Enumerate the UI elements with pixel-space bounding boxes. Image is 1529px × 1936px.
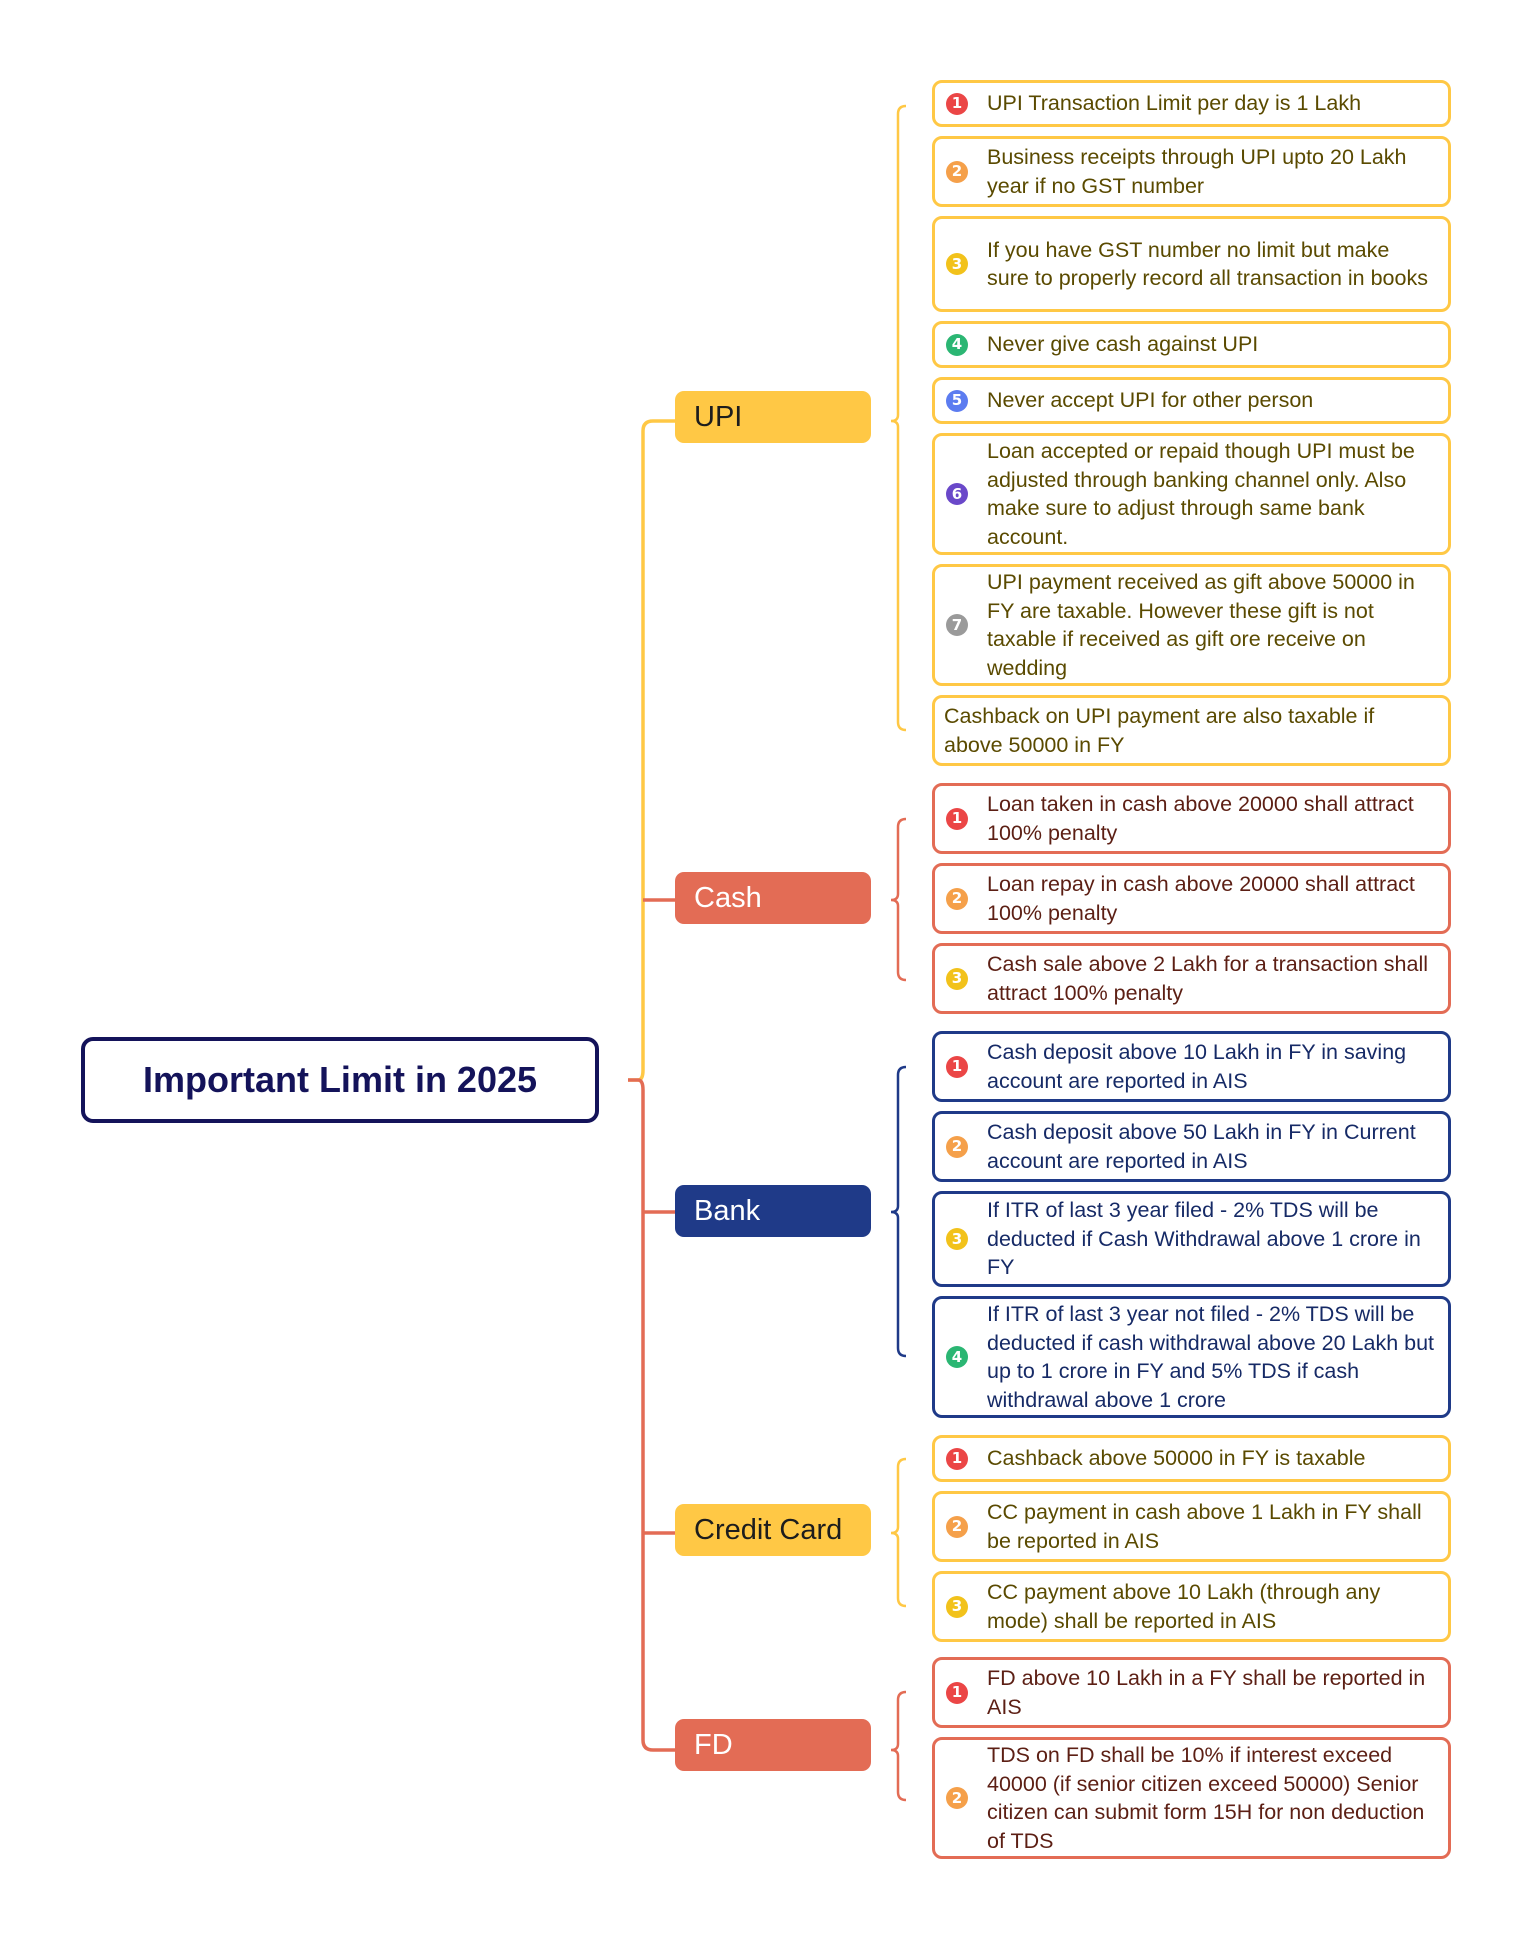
item-text: If you have GST number no limit but make sure to properly record all transaction in books — [987, 237, 1428, 290]
item-text: TDS on FD shall be 10% if interest exceed 40000 (if senior citizen exceed 50000) Senior citizen can submit form 15H for non deduction of TDS — [987, 1743, 1425, 1853]
category-fd: FD — [675, 1719, 871, 1771]
upi-bracket — [891, 106, 906, 730]
number-badge: 2 — [946, 161, 968, 183]
item-text: UPI payment received as gift above 50000 in FY are taxable. However these gift is not taxable if received as gift ore receive on wedding — [987, 570, 1415, 680]
bank-item-3 — [932, 1191, 1451, 1287]
number-badge: 1 — [946, 1448, 968, 1470]
root-title: Important Limit in 2025 — [81, 1037, 599, 1123]
number-badge: 6 — [946, 483, 968, 505]
number-badge: 1 — [946, 1682, 968, 1704]
upi-item-6 — [932, 433, 1451, 555]
cash-item-3 — [932, 943, 1451, 1014]
number-badge: 3 — [946, 1228, 968, 1250]
upi-item-1 — [932, 80, 1451, 127]
bank-item-2 — [932, 1111, 1451, 1182]
category-bank: Bank — [675, 1185, 871, 1237]
number-badge: 3 — [946, 1596, 968, 1618]
cc-bracket — [891, 1459, 906, 1606]
item-text: Loan accepted or repaid though UPI must be adjusted through banking channel only. Also make sure to adjust through same bank account. — [987, 439, 1415, 549]
number-badge: 3 — [946, 968, 968, 990]
item-text: Cash deposit above 50 Lakh in FY in Current account are reported in AIS — [987, 1120, 1416, 1173]
item-text: Never give cash against UPI — [987, 332, 1259, 357]
number-badge: 2 — [946, 1136, 968, 1158]
upi-item-8 — [932, 695, 1451, 766]
number-badge: 2 — [946, 888, 968, 910]
upi-item-5 — [932, 377, 1451, 424]
cc-item-3 — [932, 1571, 1451, 1642]
category-credit-card: Credit Card — [675, 1504, 871, 1556]
item-text: Loan repay in cash above 20000 shall attract 100% penalty — [987, 872, 1415, 925]
number-badge: 1 — [946, 808, 968, 830]
number-badge: 5 — [946, 390, 968, 412]
upi-item-2 — [932, 136, 1451, 207]
upi-item-4 — [932, 321, 1451, 368]
item-text: CC payment in cash above 1 Lakh in FY shall be reported in AIS — [987, 1500, 1422, 1553]
upi-item-7 — [932, 564, 1451, 686]
lower-connector — [628, 1080, 675, 1750]
item-text: If ITR of last 3 year not filed - 2% TDS will be deducted if cash withdrawal above 20 Lakh but up to 1 crore in FY and 5% TDS if cash withdrawal above 1 crore — [987, 1302, 1435, 1412]
item-text: UPI Transaction Limit per day is 1 Lakh — [987, 91, 1362, 116]
item-text: FD above 10 Lakh in a FY shall be reported in AIS — [987, 1666, 1426, 1719]
item-text: If ITR of last 3 year filed - 2% TDS will be deducted if Cash Withdrawal above 1 crore in FY — [987, 1198, 1421, 1280]
fd-item-2 — [932, 1737, 1451, 1859]
cc-item-1 — [932, 1435, 1451, 1482]
number-badge: 4 — [946, 334, 968, 356]
bank-item-1 — [932, 1031, 1451, 1102]
bank-bracket — [891, 1067, 906, 1356]
number-badge: 1 — [946, 1056, 968, 1078]
number-badge: 3 — [946, 253, 968, 275]
category-cash: Cash — [675, 872, 871, 924]
upi-connector — [628, 421, 675, 1080]
item-text: Cash sale above 2 Lakh for a transaction shall attract 100% penalty — [987, 952, 1429, 1005]
item-text: CC payment above 10 Lakh (through any mode) shall be reported in AIS — [987, 1580, 1381, 1633]
cash-item-2 — [932, 863, 1451, 934]
category-upi: UPI — [675, 391, 871, 443]
item-text: Never accept UPI for other person — [987, 388, 1314, 413]
item-text: Loan taken in cash above 20000 shall attract 100% penalty — [987, 792, 1414, 845]
item-text: Cashback on UPI payment are also taxable if above 50000 in FY — [944, 704, 1375, 757]
cash-item-1 — [932, 783, 1451, 854]
item-text: Cashback above 50000 in FY is taxable — [987, 1446, 1366, 1471]
fd-item-1 — [932, 1657, 1451, 1728]
number-badge: 2 — [946, 1516, 968, 1538]
number-badge: 2 — [946, 1787, 968, 1809]
bank-item-4 — [932, 1296, 1451, 1418]
cash-bracket — [891, 819, 906, 980]
item-text: Cash deposit above 10 Lakh in FY in saving account are reported in AIS — [987, 1040, 1407, 1093]
fd-bracket — [891, 1692, 906, 1800]
upi-item-3 — [932, 216, 1451, 312]
cc-item-2 — [932, 1491, 1451, 1562]
number-badge: 7 — [946, 614, 968, 636]
number-badge: 1 — [946, 93, 968, 115]
item-text: Business receipts through UPI upto 20 Lakh year if no GST number — [987, 145, 1407, 198]
number-badge: 4 — [946, 1346, 968, 1368]
